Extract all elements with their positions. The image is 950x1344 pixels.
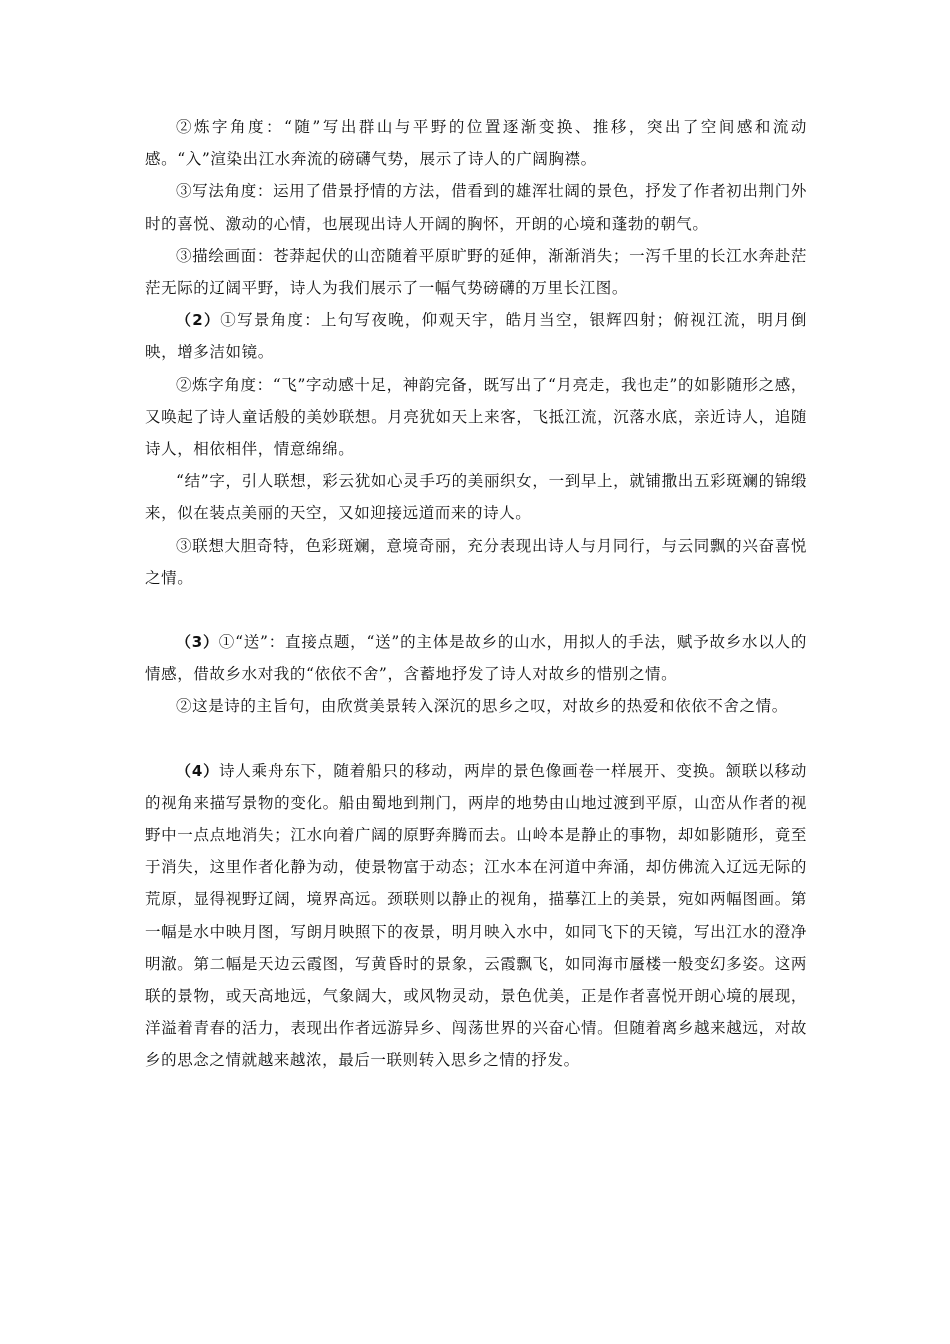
paragraph-9: ②这是诗的主旨句，由欣赏美景转入深沉的思乡之叹，对故乡的热爱和依依不舍之情。	[176, 697, 788, 716]
paragraph-3: ③描绘画面：苍莽起伏的山峦随着平原旷野的延伸，渐渐消失；一泻千里的长江水奔赴茫茫无际的辽阔平野，诗人为我们展示了一幅气势磅礴的万里长江图。	[145, 246, 807, 298]
section-number: （4）	[176, 761, 219, 780]
paragraph-6: “结”字，引人联想，彩云犹如心灵手巧的美丽织女，一到早上，就铺撒出五彩斑斓的锦缎来，似在装点美丽的天空，又如迎接远道而来的诗人。	[145, 472, 807, 523]
paragraph-2: ③写法角度：运用了借景抒情的方法，借看到的雄浑壮阔的景色，抒发了作者初出荆门外时的喜悦、激动的心情，也展现出诗人开阔的胸怀，开朗的心境和蓬勃的朝气。	[145, 182, 807, 233]
section-number: （3）	[176, 633, 219, 652]
paragraph-5: ②炼字角度：“飞”字动感十足，神韵完备，既写出了“月亮走，我也走”的如影随形之感，又唤起了诗人童话般的美妙联想。月亮犹如天上来客，飞抵江流，沉落水底，亲近诗人，追随诗人，相依相伴，情意绵绵。	[145, 375, 807, 459]
section-number: （2）	[176, 311, 221, 330]
paragraph-7: ③联想大胆奇特，色彩斑斓，意境奇丽，充分表现出诗人与月同行，与云同飘的兴奋喜悦之情。	[145, 536, 807, 587]
paragraph-8: （3）①“送”：直接点题，“送”的主体是故乡的山水，用拟人的手法，赋予故乡水以人的情感，借故乡水对我的“依依不舍”，含蓄地抒发了诗人对故乡的惜别之情。	[145, 633, 807, 684]
paragraph-10: （4）诗人乘舟东下，随着船只的移动，两岸的景色像画卷一样展开、变换。颔联以移动的视角来描写景物的变化。船由蜀地到荆门，两岸的地势由山地过渡到平原，山峦从作者的视野中一点点地消失；江水向着广阔的原野奔腾而去。山岭本是静止的事物，却如影随形，竟至于消失，这里作者化静为动，使景物富于动态；江水本在河道中奔涌，却仿佛流入辽远无际的荒原，显得视野辽阔，境界高远。颈联则以静止的视角，描摹江上的美景，宛如两幅图画。第一幅是水中映月图，写朗月映照下的夜景，明月映入水中，如同飞下的天镜，写出江水的澄净明澈。第二幅是天边云霞图，写黄昏时的景象，云霞飘飞，如同海市蜃楼一般变幻多姿。这两联的景物，或天高地远，气象阔大，或风物灵动，景色优美，正是作者喜悦开朗心境的展现，洋溢着青春的活力，表现出作者远游异乡、闯荡世界的兴奋心情。但随着离乡越来越远，对故乡的思念之情就越来越浓，最后一联则转入思乡之情的抒发。	[145, 761, 807, 1070]
paragraph-1: ②炼字角度：“随”写出群山与平野的位置逐渐变换、推移，突出了空间感和流动感。“入”渲染出江水奔流的磅礴气势，展示了诗人的广阔胸襟。	[145, 118, 807, 169]
paragraph-4: （2）①写景角度：上句写夜晚，仰观天宇，皓月当空，银辉四射；俯视江流，明月倒映，增多洁如镜。	[145, 311, 807, 362]
document-page	[145, 111, 807, 1077]
